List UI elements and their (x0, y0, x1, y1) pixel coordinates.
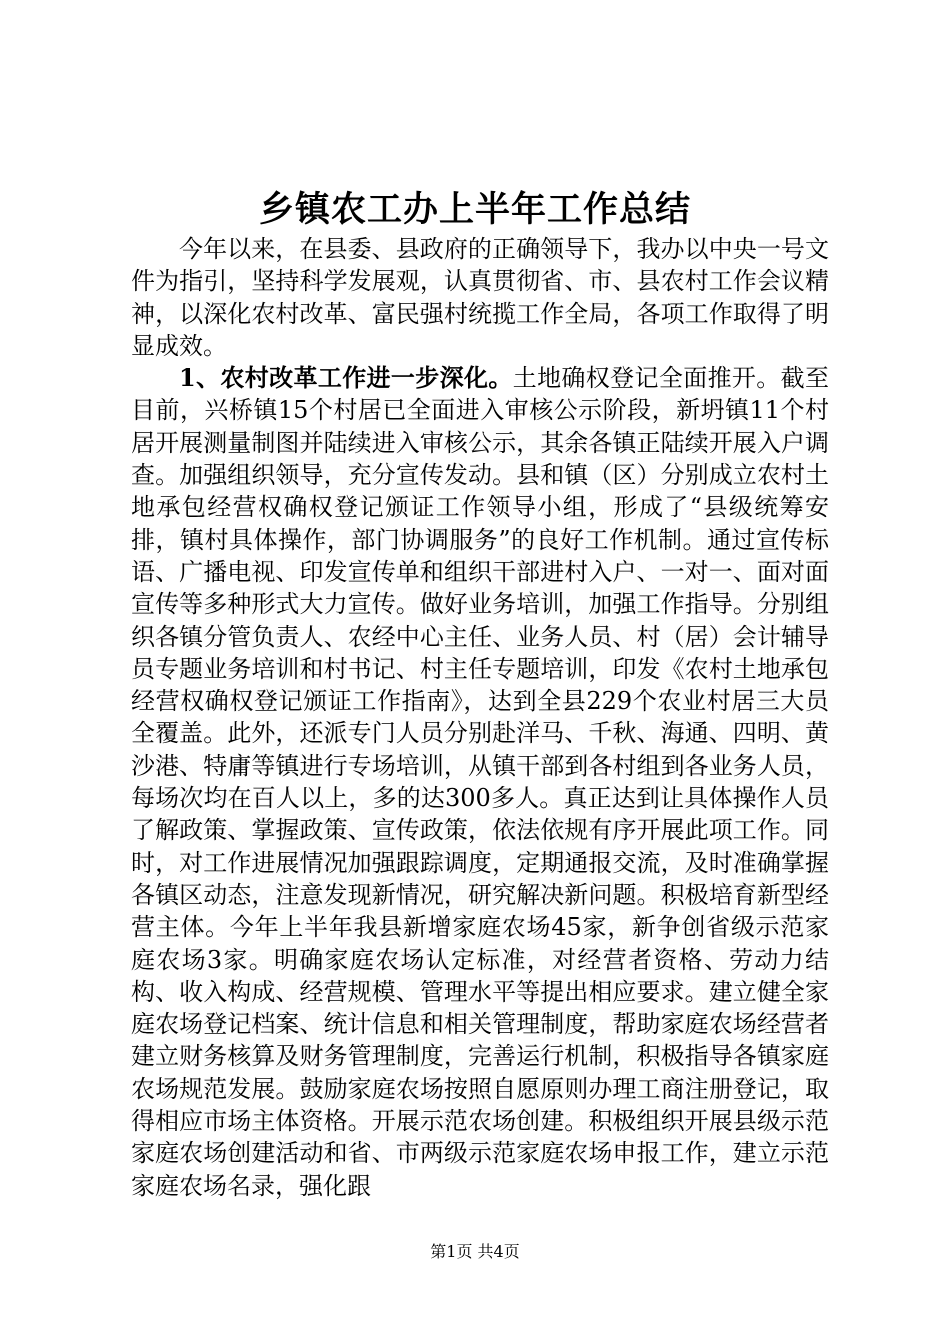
document-body (131, 233, 829, 1202)
section-1-body: 土地确权登记全面推开。截至目前，兴桥镇15个村居已全面进入审核公示阶段，新坍镇11个村居开展测量制图并陆续进入审核公示，其余各镇正陆续开展入户调查。加强组织领导，充分宣传发动。县和镇（区）分别成立农村土地承包经营权确权登记颁证工作领导小组，形成了“县级统筹安排，镇村具体操作，部门协调服务”的良好工作机制。通过宣传标语、广播电视、印发宣传单和组织干部进村入户、一对一、面对面宣传等多种形式大力宣传。做好业务培训，加强工作指导。分别组织各镇分管负责人、农经中心主任、业务人员、村（居）会计辅导员专题业务培训和村书记、村主任专题培训，印发《农村土地承包经营权确权登记颁证工作指南》，达到全县229个农业村居三大员全覆盖。此外，还派专门人员分别赴洋马、千秋、海通、四明、黄沙港、特庸等镇进行专场培训，从镇干部到各村组到各业务人员，每场次均在百人以上，多的达300多人。真正达到让具体操作人员了解政策、掌握政策、宣传政策，依法依规有序开展此项工作。同时，对工作进展情况加强跟踪调度，定期通报交流，及时准确掌握各镇区动态，注意发现新情况，研究解决新问题。积极培育新型经营主体。今年上半年我县新增家庭农场45家，新争创省级示范家庭农场3家。明确家庭农场认定标准，对经营者资格、劳动力结构、收入构成、经营规模、管理水平等提出相应要求。建立健全家庭农场登记档案、统计信息和相关管理制度，帮助家庭农场经营者建立财务核算及财务管理制度，完善运行机制，积极指导各镇家庭农场规范发展。鼓励家庭农场按照自愿原则办理工商注册登记，取得相应市场主体资格。开展示范农场创建。积极组织开展县级示范家庭农场创建活动和省、市两级示范家庭农场申报工作，建立示范家庭农场名录，强化跟 (131, 364, 830, 1200)
section-1-heading: 1、农村改革工作进一步深化。 (179, 363, 513, 393)
section-1-paragraph (131, 362, 829, 1202)
document-title: 乡镇农工办上半年工作总结 (258, 189, 691, 230)
page-footer: 第1页 共4页 (430, 1242, 520, 1261)
intro-paragraph: 今年以来，在县委、县政府的正确领导下，我办以中央一号文件为指引，坚持科学发展观，认真贯彻省、市、县农村工作会议精神，以深化农村改革、富民强村统揽工作全局，各项工作取得了明显成效。 (131, 235, 829, 360)
